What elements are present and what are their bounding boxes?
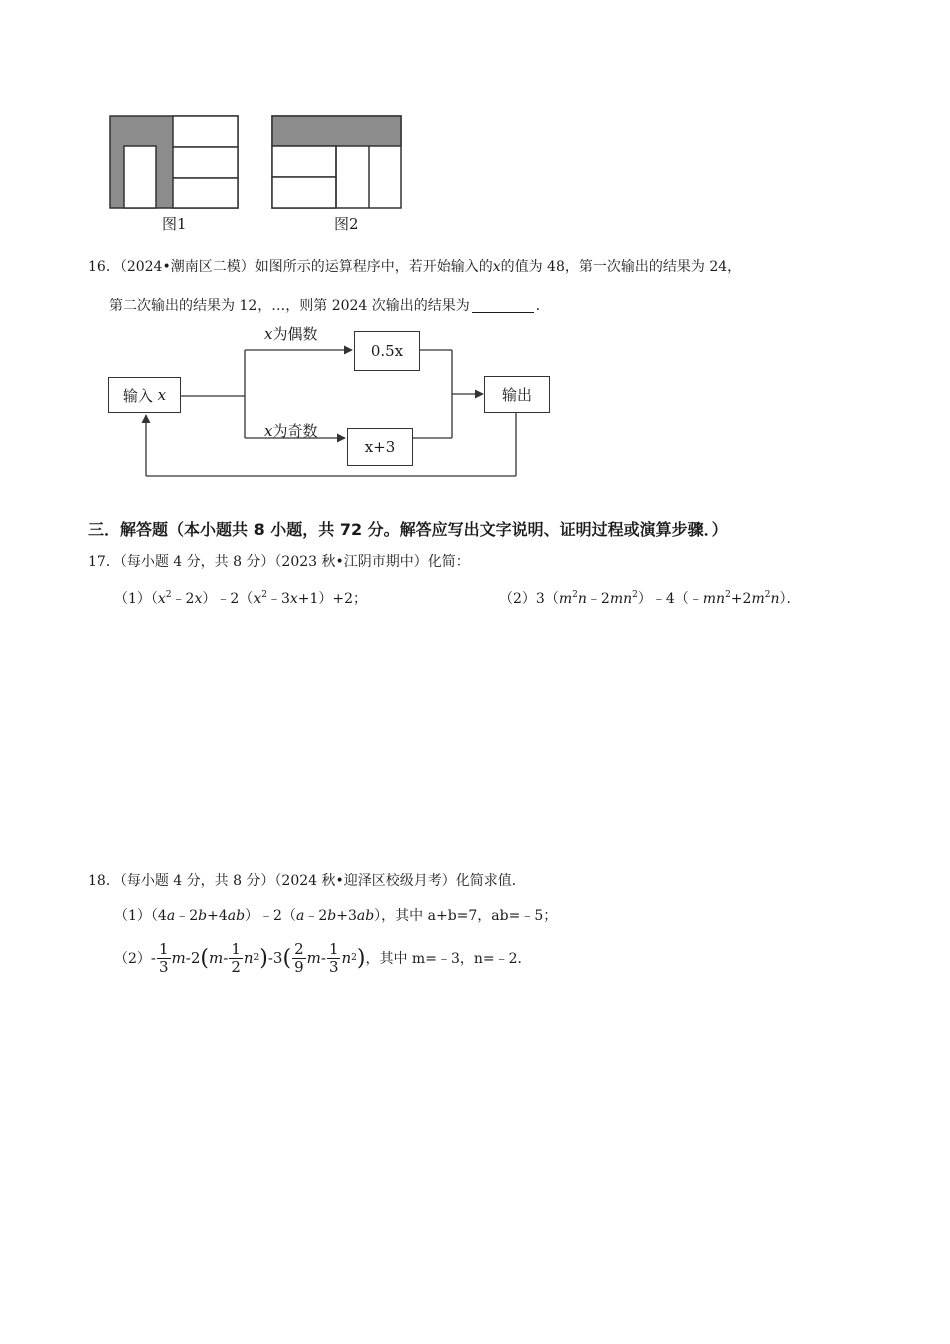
q16-line1: 16．（2024•潮南区二模）如图所示的运算程序中，若开始输入的x的值为 48，第一次输出的结果为 24， (88, 259, 742, 275)
q17-part2: $(2)3(m^2n﹣2mn^2)﹣4(﹣mn^2+2m^2n)$． (499, 590, 801, 607)
q17-header: 17．（每小题 4 分，共 8 分）（2023 秋•江阴市期中）化简： (88, 554, 470, 570)
figure-2 (272, 116, 401, 208)
fraction: $\frac{2}{9}$ (294, 940, 304, 976)
answer-blank[interactable] (472, 298, 534, 313)
figure-2-caption: 图2 (334, 215, 359, 233)
fraction: $\frac{1}{3}$ (328, 940, 339, 976)
q18-header: 18．（每小题 4 分，共 8 分）（2024 秋•迎泽区校级月考）化简求值． (88, 873, 526, 889)
q16-line2: 第二次输出的结果为 12，…，则第 2024 次输出的结果为 ． (109, 298, 550, 314)
flow-even-operation: 0.5x (354, 331, 420, 371)
flow-odd-operation: x+3 (347, 428, 413, 466)
flow-even-condition: x为偶数 (264, 325, 318, 343)
flow-odd-condition: x为奇数 (264, 422, 318, 440)
rectangle-figures (100, 108, 420, 238)
q18-part2: （2） - $\frac{1}{3}$ m -2 ( m - $\frac{1}{2}$ n 2 ) -3 ( $\frac{2}{9}$ m - $\frac{1}{3}$ n 2 ) ，其中 m=﹣3，n=﹣2． (114, 940, 532, 976)
fraction: $\frac{1}{2}$ (231, 940, 241, 976)
figure-1-caption: 图1 (162, 215, 187, 233)
q17-part1: $(1)(x^2﹣2x)﹣2(x^2﹣3x+1)+2$； (114, 590, 368, 607)
q18-part1: （1）（4a﹣2b+4ab）﹣2（a﹣2b+3ab），其中 a+b=7，ab=﹣5； (114, 908, 558, 924)
fraction: $\frac{1}{3}$ (159, 940, 169, 976)
figure-1 (110, 116, 238, 208)
flow-input-box: 输入 x (108, 377, 181, 413)
flow-output-box: 输出 (484, 376, 550, 413)
section-3-title: 三．解答题（本小题共 8 小题，共 72 分。解答应写出文字说明、证明过程或演算步骤．） (88, 520, 728, 539)
